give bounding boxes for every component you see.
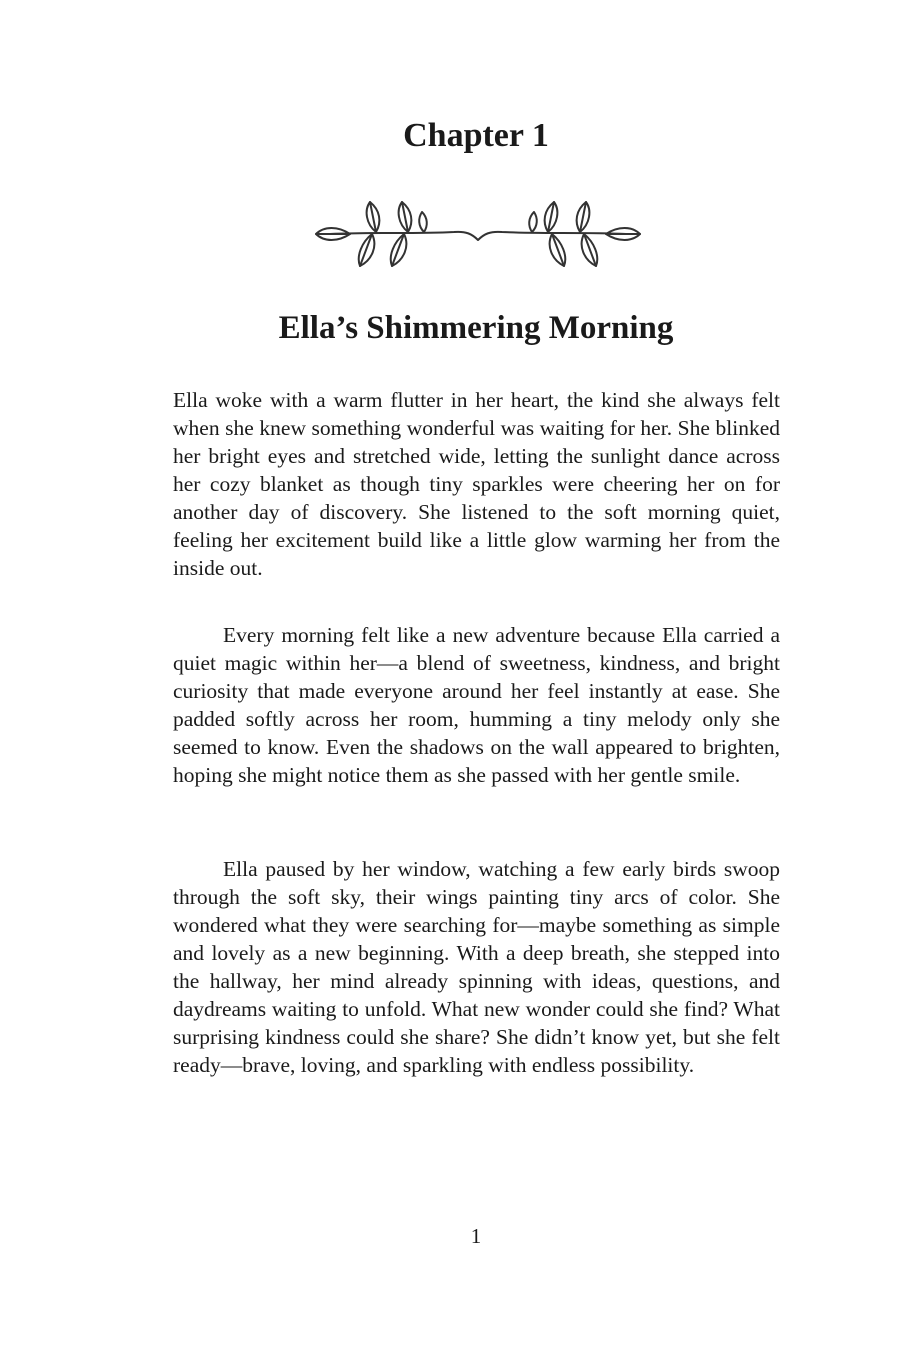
- chapter-heading: Chapter 1: [403, 117, 549, 154]
- laurel-vine-divider-icon: [314, 198, 642, 270]
- paragraph-3: Ella paused by her window, watching a few early birds swoop through the soft sky, their wings painting tiny arcs of color. She wondered what they were searching for—maybe something as simple and lovely as a new beginning. With a deep breath, she stepped into the hallway, her mind already spinning with ideas, questions, and daydreams waiting to unfold. What new wonder could she find? What surprising kindness could she share? She didn’t know yet, but she felt ready—brave, loving, and sparkling with endless possibility.: [173, 857, 780, 1077]
- paragraph-1: Ella woke with a warm flutter in her heart, the kind she always felt when she knew something wonderful was waiting for her. She blinked her bright eyes and stretched wide, letting the sunlight dance across her cozy blanket as though tiny sparkles were cheering her on for another day of discovery. She listened to the soft morning quiet, feeling her excitement build like a little glow warming her from the inside out.: [173, 388, 780, 580]
- chapter-title: Ella’s Shimmering Morning: [278, 310, 674, 346]
- paragraph-2: Every morning felt like a new adventure because Ella carried a quiet magic within her—a blend of sweetness, kindness, and bright curiosity that made everyone around her feel instantly at ease. She padded softly across her room, humming a tiny melody only she seemed to know. Even the shadows on the wall appeared to brighten, hoping she might notice them as she passed with her gentle smile.: [173, 623, 780, 787]
- page-number: 1: [470, 1224, 482, 1248]
